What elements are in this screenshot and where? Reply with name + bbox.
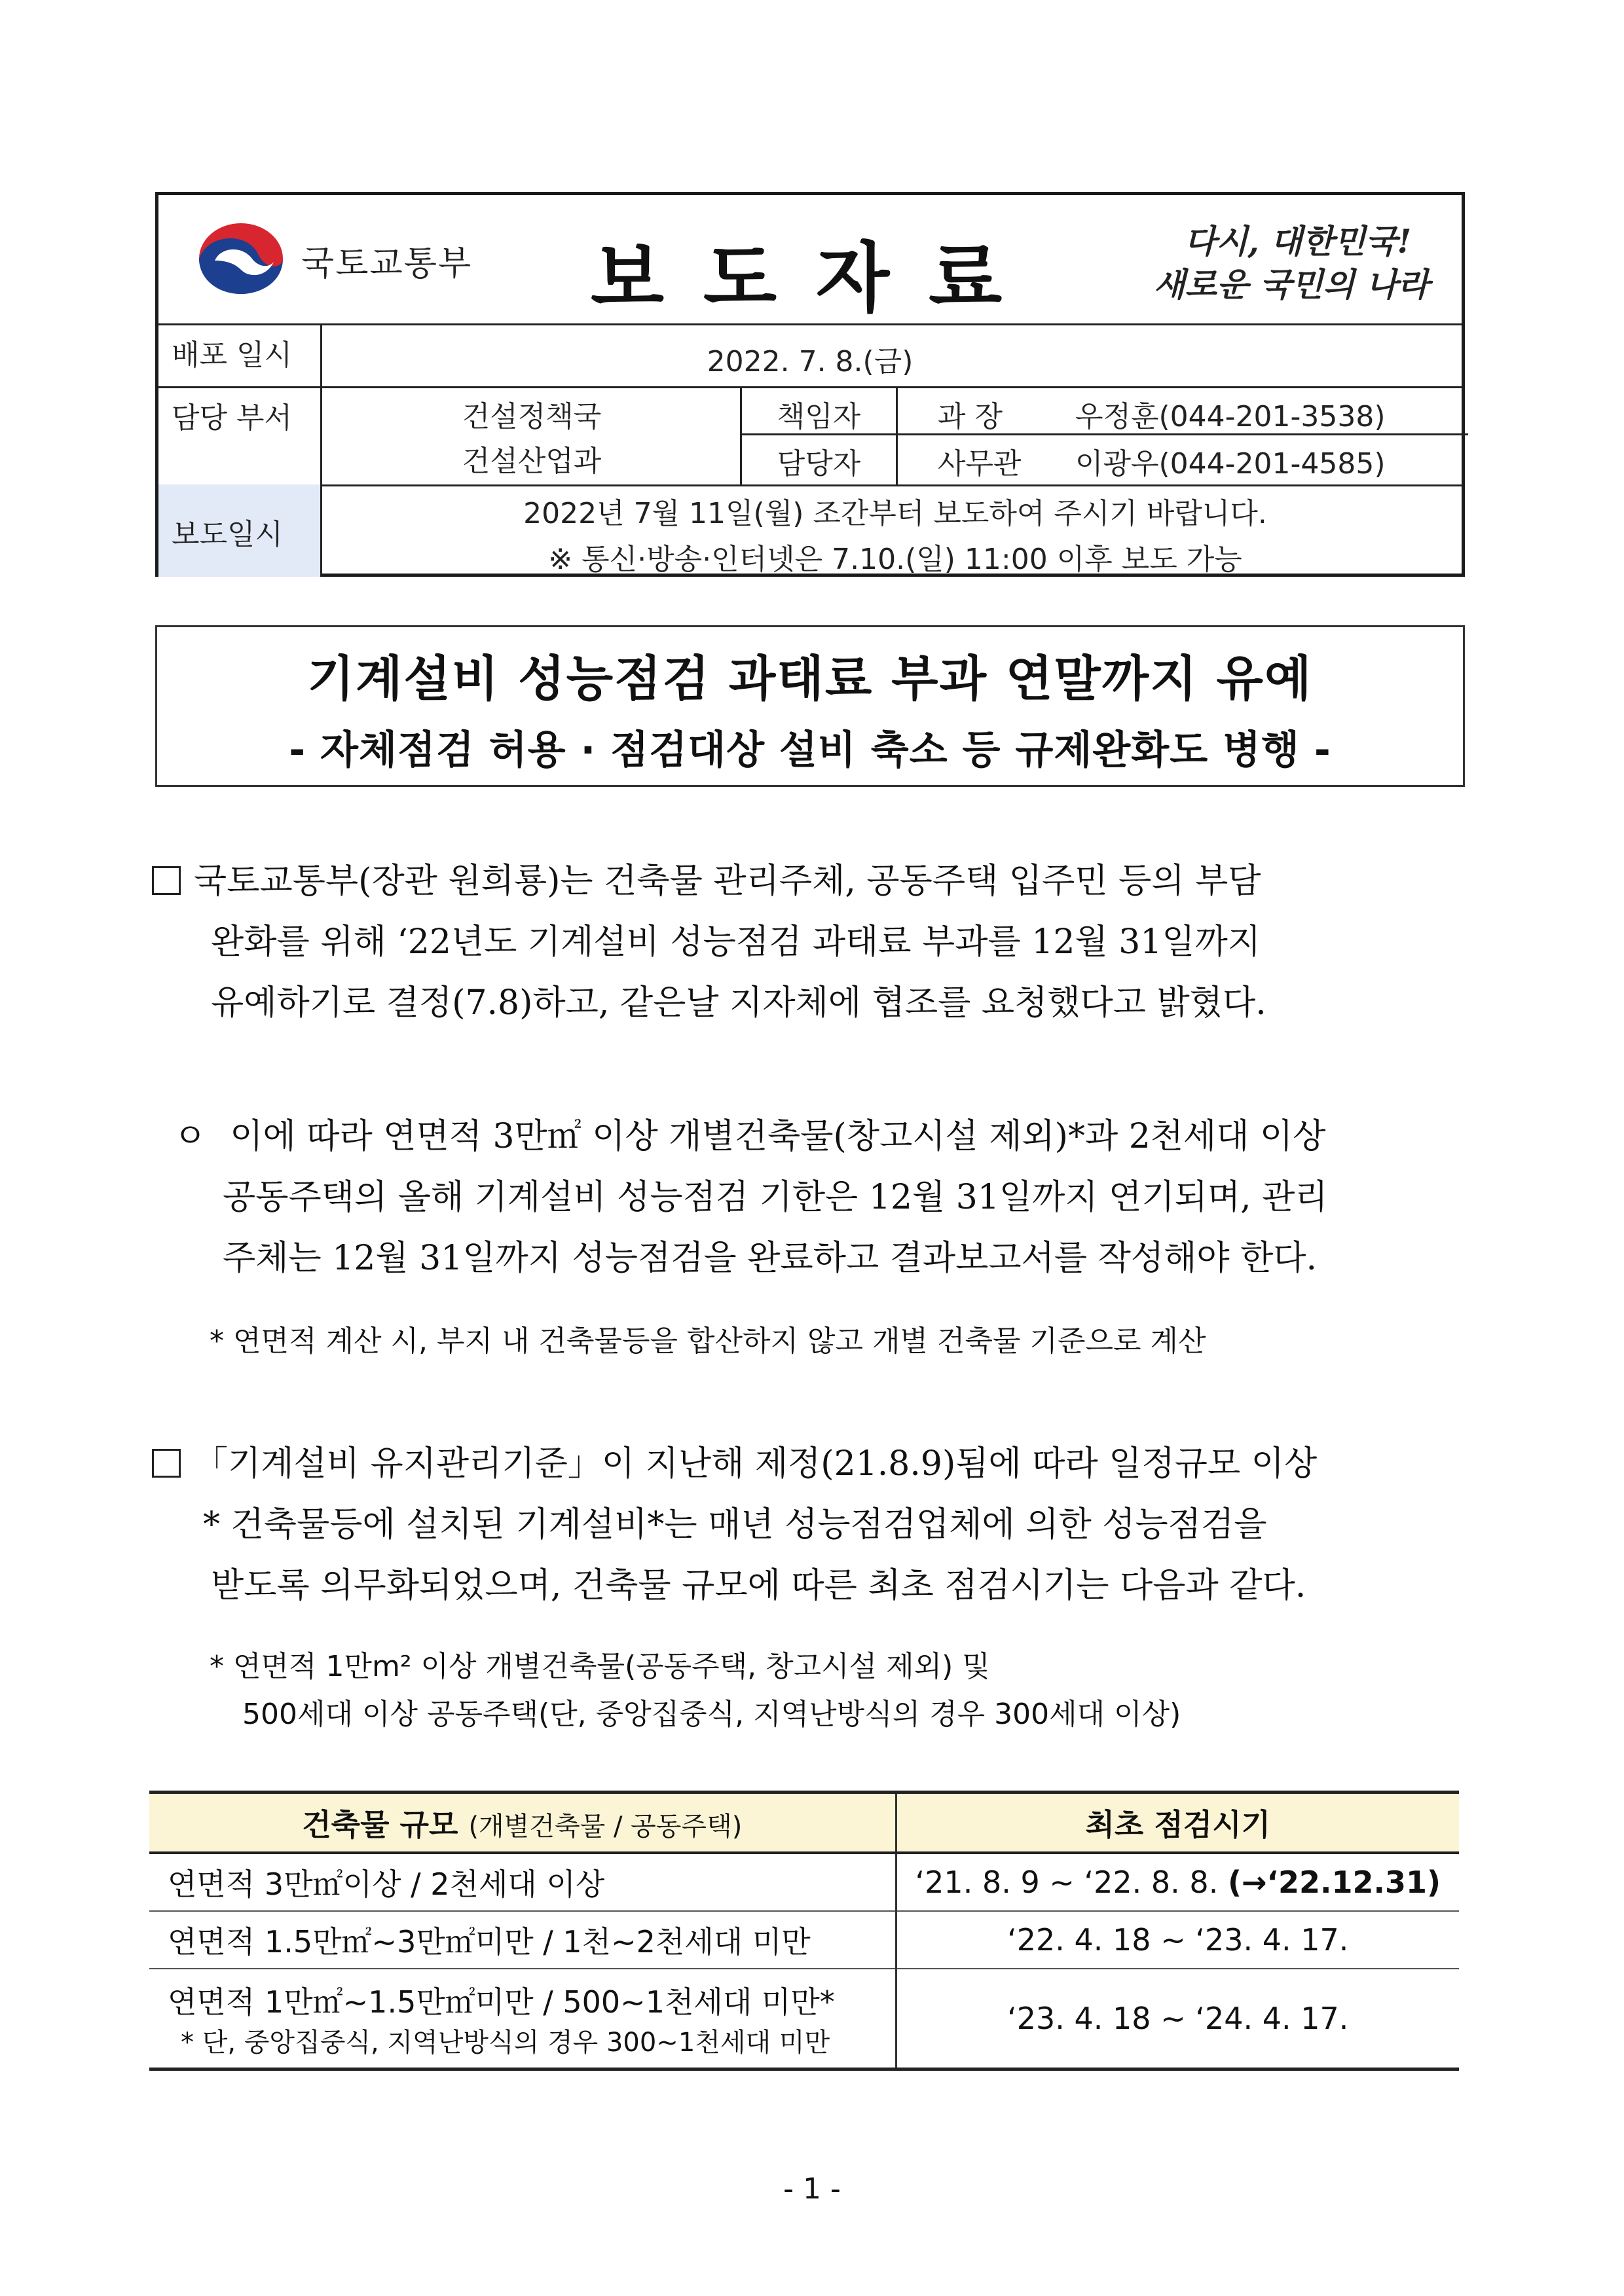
- divider: [896, 386, 898, 484]
- column-header-period: 최초 점검시기: [896, 1793, 1459, 1853]
- period-cell: ‘23. 4. 18 ~ ‘24. 4. 17.: [896, 1969, 1459, 2069]
- press-release-header: [155, 192, 1465, 577]
- paragraph-2-line1: ㅇ 이에 따라 연면적 3만㎡ 이상 개별건축물(창고시설 제외)*과 2천세대 이상: [174, 1117, 1326, 1156]
- headline-box: [155, 625, 1465, 787]
- press-release-title: 보도자료: [591, 234, 1042, 323]
- contact-staff: 이광우(044-201-4585): [1075, 447, 1386, 481]
- paragraph-3-line2: * 건축물등에 설치된 기계설비*는 매년 성능점검업체에 의한 성능점검을: [203, 1505, 1267, 1544]
- paragraph-1-line1: 국토교통부(장관 원희룡)는 건축물 관리주체, 공동주택 입주민 등의 부담: [152, 851, 1261, 912]
- table-footnote: * 단, 중앙집중식, 지역난방식의 경우 300~1천세대 미만: [181, 2027, 830, 2058]
- footnote-area-calc: * 연면적 계산 시, 부지 내 건축물등을 합산하지 않고 개별 건축물 기준으로 계산: [210, 1324, 1206, 1358]
- period-cell: ‘21. 8. 9 ~ ‘22. 8. 8. (→‘22.12.31): [896, 1853, 1459, 1911]
- paragraph-3-line3: 받도록 의무화되었으며, 건축물 규모에 따른 최초 점검시기는 다음과 같다.: [211, 1566, 1306, 1605]
- department-line2: 건설산업과: [462, 445, 602, 478]
- scale-cell: 연면적 3만㎡이상 / 2천세대 이상: [149, 1853, 896, 1911]
- table-row: [149, 1911, 1459, 1969]
- paragraph-1-line3: 유예하기로 결정(7.8)하고, 같은날 지자체에 협조를 요청했다고 밝혔다.: [211, 983, 1266, 1023]
- footnote-scale-line2: 500세대 이상 공동주택(단, 중앙집중식, 지역난방식의 경우 300세대 이상): [242, 1698, 1181, 1731]
- title-staff: 사무관: [938, 447, 1022, 481]
- table-row: [149, 1969, 1459, 2069]
- page-number: - 1 -: [783, 2172, 841, 2206]
- inspection-schedule-table: [149, 1791, 1459, 2071]
- ministry-name: 국토교통부: [301, 244, 473, 283]
- column-header-scale: 건축물 규모 (개별건축물 / 공동주택): [149, 1793, 896, 1853]
- svg-text:새로운 국민의 나라: 새로운 국민의 나라: [1153, 265, 1430, 304]
- square-bullet-icon: [152, 1449, 181, 1478]
- square-bullet-icon: [152, 866, 181, 895]
- paragraph-3-line1: 「기계설비 유지관리기준」이 지난해 제정(21.8.9)됨에 따라 일정규모 이상: [152, 1434, 1317, 1495]
- circle-bullet-icon: ㅇ: [174, 1117, 207, 1156]
- embargo-line2: ※ 통신·방송·인터넷은 7.10.(일) 11:00 이후 보도 가능: [548, 543, 1242, 576]
- period-cell: ‘22. 4. 18 ~ ‘23. 4. 17.: [896, 1911, 1459, 1969]
- role-manager: 책임자: [777, 400, 861, 433]
- headline-subtitle: - 자체점검 허용 · 점검대상 설비 축소 등 규제완화도 병행 -: [289, 727, 1331, 773]
- ministry-logo-icon: [195, 220, 287, 297]
- department-row: [158, 386, 1462, 486]
- department-line1: 건설정책국: [462, 400, 602, 433]
- embargo-line1: 2022년 7월 11일(월) 조간부터 보도하여 주시기 바랍니다.: [523, 497, 1267, 530]
- headline-title: 기계설비 성능점검 과태료 부과 연말까지 유예: [307, 651, 1313, 707]
- scale-cell: 연면적 1.5만㎡~3만㎡미만 / 1천~2천세대 미만: [149, 1911, 896, 1969]
- table-header-row: [149, 1793, 1459, 1853]
- title-manager: 과 장: [938, 400, 1003, 433]
- scale-cell: 연면적 1만㎡~1.5만㎡미만 / 500~1천세대 미만* * 단, 중앙집중식, 지역난방식의 경우 300~1천세대 미만: [149, 1969, 896, 2069]
- footnote-scale-line1: * 연면적 1만m² 이상 개별건축물(공동주택, 창고시설 제외) 및: [210, 1650, 990, 1683]
- embargo-row: [158, 484, 1462, 577]
- role-staff: 담당자: [777, 447, 861, 481]
- contact-manager: 우정훈(044-201-3538): [1075, 400, 1386, 433]
- header-top-row: [158, 195, 1462, 325]
- paragraph-1-line2: 완화를 위해 ‘22년도 기계설비 성능점검 과태료 부과를 12월 31일까지: [211, 922, 1261, 962]
- distribution-date: 2022. 7. 8.(금): [707, 345, 913, 378]
- svg-text:다시, 대한민국!: 다시, 대한민국!: [1184, 222, 1412, 261]
- paragraph-2-line2: 공동주택의 올해 기계설비 성능점검 기한은 12월 31일까지 연기되며, 관리: [223, 1178, 1328, 1217]
- distribution-row: [158, 323, 1462, 388]
- slogan-calligraphy: [1128, 212, 1455, 310]
- department-label: 담당 부서: [158, 386, 322, 484]
- paragraph-2-line3: 주체는 12월 31일까지 성능점검을 완료하고 결과보고서를 작성해야 한다.: [223, 1239, 1318, 1278]
- table-row: [149, 1853, 1459, 1911]
- embargo-label: 보도일시: [158, 484, 322, 577]
- distribution-label: 배포 일시: [158, 323, 322, 386]
